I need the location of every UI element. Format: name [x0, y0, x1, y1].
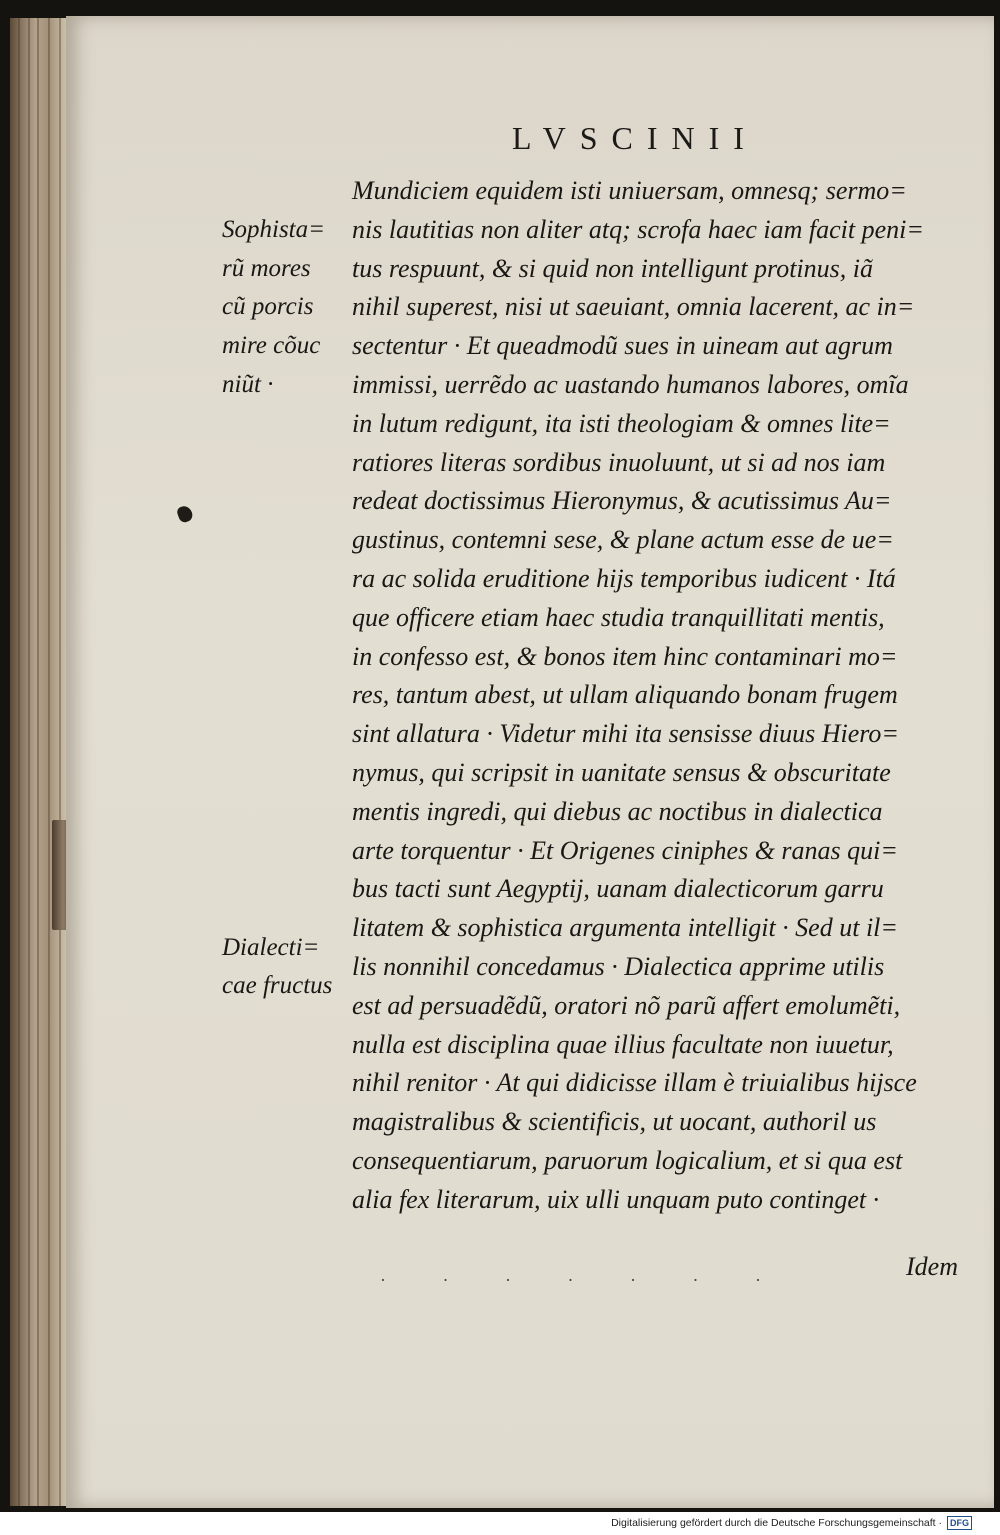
text-line: ratiores literas sordibus inuoluunt, ut si ad nos iam	[352, 447, 886, 477]
text-line: que officere etiam haec studia tranquillitati mentis,	[352, 602, 885, 632]
text-line: Mundiciem equidem isti uniuersam, omnesq; sermo=	[352, 176, 907, 205]
marginal-line: Sophista=	[222, 215, 325, 243]
text-line: ra ac solida eruditione hijs temporibus iudicent · Itá	[352, 563, 896, 593]
marginal-line: Dialecti=	[222, 933, 320, 961]
marginal-line: cae fructus	[222, 972, 333, 1000]
text-line: nis lautitias non aliter atq; scrofa haec iam facit peni=	[352, 214, 924, 244]
digitization-footer	[611, 1516, 972, 1530]
book-page-edges	[10, 18, 74, 1506]
marginal-line: mire cõuc	[222, 332, 321, 360]
marginal-line: rũ mores	[222, 254, 311, 282]
text-line: bus tacti sunt Aegyptij, uanam dialecticorum garru	[352, 874, 884, 904]
text-line: litatem & sophistica argumenta intelligit · Sed ut il=	[352, 913, 898, 943]
text-line: res, tantum abest, ut ullam aliquando bonam frugem	[352, 680, 898, 710]
text-line: gustinus, contemni sese, & plane actum esse de ue=	[352, 525, 894, 555]
main-text-block	[352, 172, 982, 1220]
text-line: mentis ingredi, qui diebus ac noctibus in dialectica	[352, 796, 883, 826]
text-line: lis nonnihil concedamus · Dialectica apprime utilis	[352, 951, 885, 981]
text-line: nihil superest, nisi ut saeuiant, omnia lacerent, ac in=	[352, 292, 915, 322]
text-line: consequentiarum, paruorum logicalium, et si qua est	[352, 1145, 903, 1175]
text-line: magistralibus & scientificis, ut uocant, authoril us	[352, 1107, 877, 1137]
text-line: redeat doctissimus Hieronymus, & acutissimus Au=	[352, 486, 892, 516]
text-line: nulla est disciplina quae illius facultate non iuuetur,	[352, 1029, 894, 1059]
marginal-line: niũt ·	[222, 370, 274, 398]
text-line: sectentur · Et queadmodũ sues in uineam aut agrum	[352, 331, 893, 361]
text-line: alia fex literarum, uix ulli unquam puto continget ·	[352, 1184, 880, 1214]
text-line: est ad persuadẽdũ, oratori nõ parũ affert emolumẽti,	[352, 990, 901, 1020]
text-line: nymus, qui scripsit in uanitate sensus & obscuritate	[352, 757, 891, 787]
text-line: immissi, uerrẽdo ac uastando humanos labores, omĩa	[352, 369, 909, 399]
marginal-note-dialecticae	[222, 929, 332, 1007]
text-line: nihil renitor · At qui didicisse illam è triuialibus hijsce	[352, 1068, 917, 1098]
text-line: in confesso est, & bonos item hinc contaminari mo=	[352, 641, 898, 671]
catchword: Idem	[906, 1252, 958, 1281]
text-line: sint allatura · Videtur mihi ita sensisse diuus Hiero=	[352, 719, 899, 749]
ink-specks: · · · · · · ·	[380, 1270, 787, 1290]
footer-text: Digitalisierung gefördert durch die Deutsche Forschungsgemeinschaft ·	[611, 1517, 942, 1529]
text-line: tus respuunt, & si quid non intelligunt protinus, iã	[352, 253, 873, 283]
marginal-note-sophistarum	[222, 211, 325, 405]
marginal-line: cũ porcis	[222, 293, 314, 321]
running-head: LVSCINII	[512, 120, 758, 156]
dfg-logo: DFG	[947, 1516, 972, 1530]
text-line: in lutum redigunt, ita isti theologiam & omnes lite=	[352, 408, 891, 438]
text-line: arte torquentur · Et Origenes ciniphes & ranas qui=	[352, 835, 898, 865]
